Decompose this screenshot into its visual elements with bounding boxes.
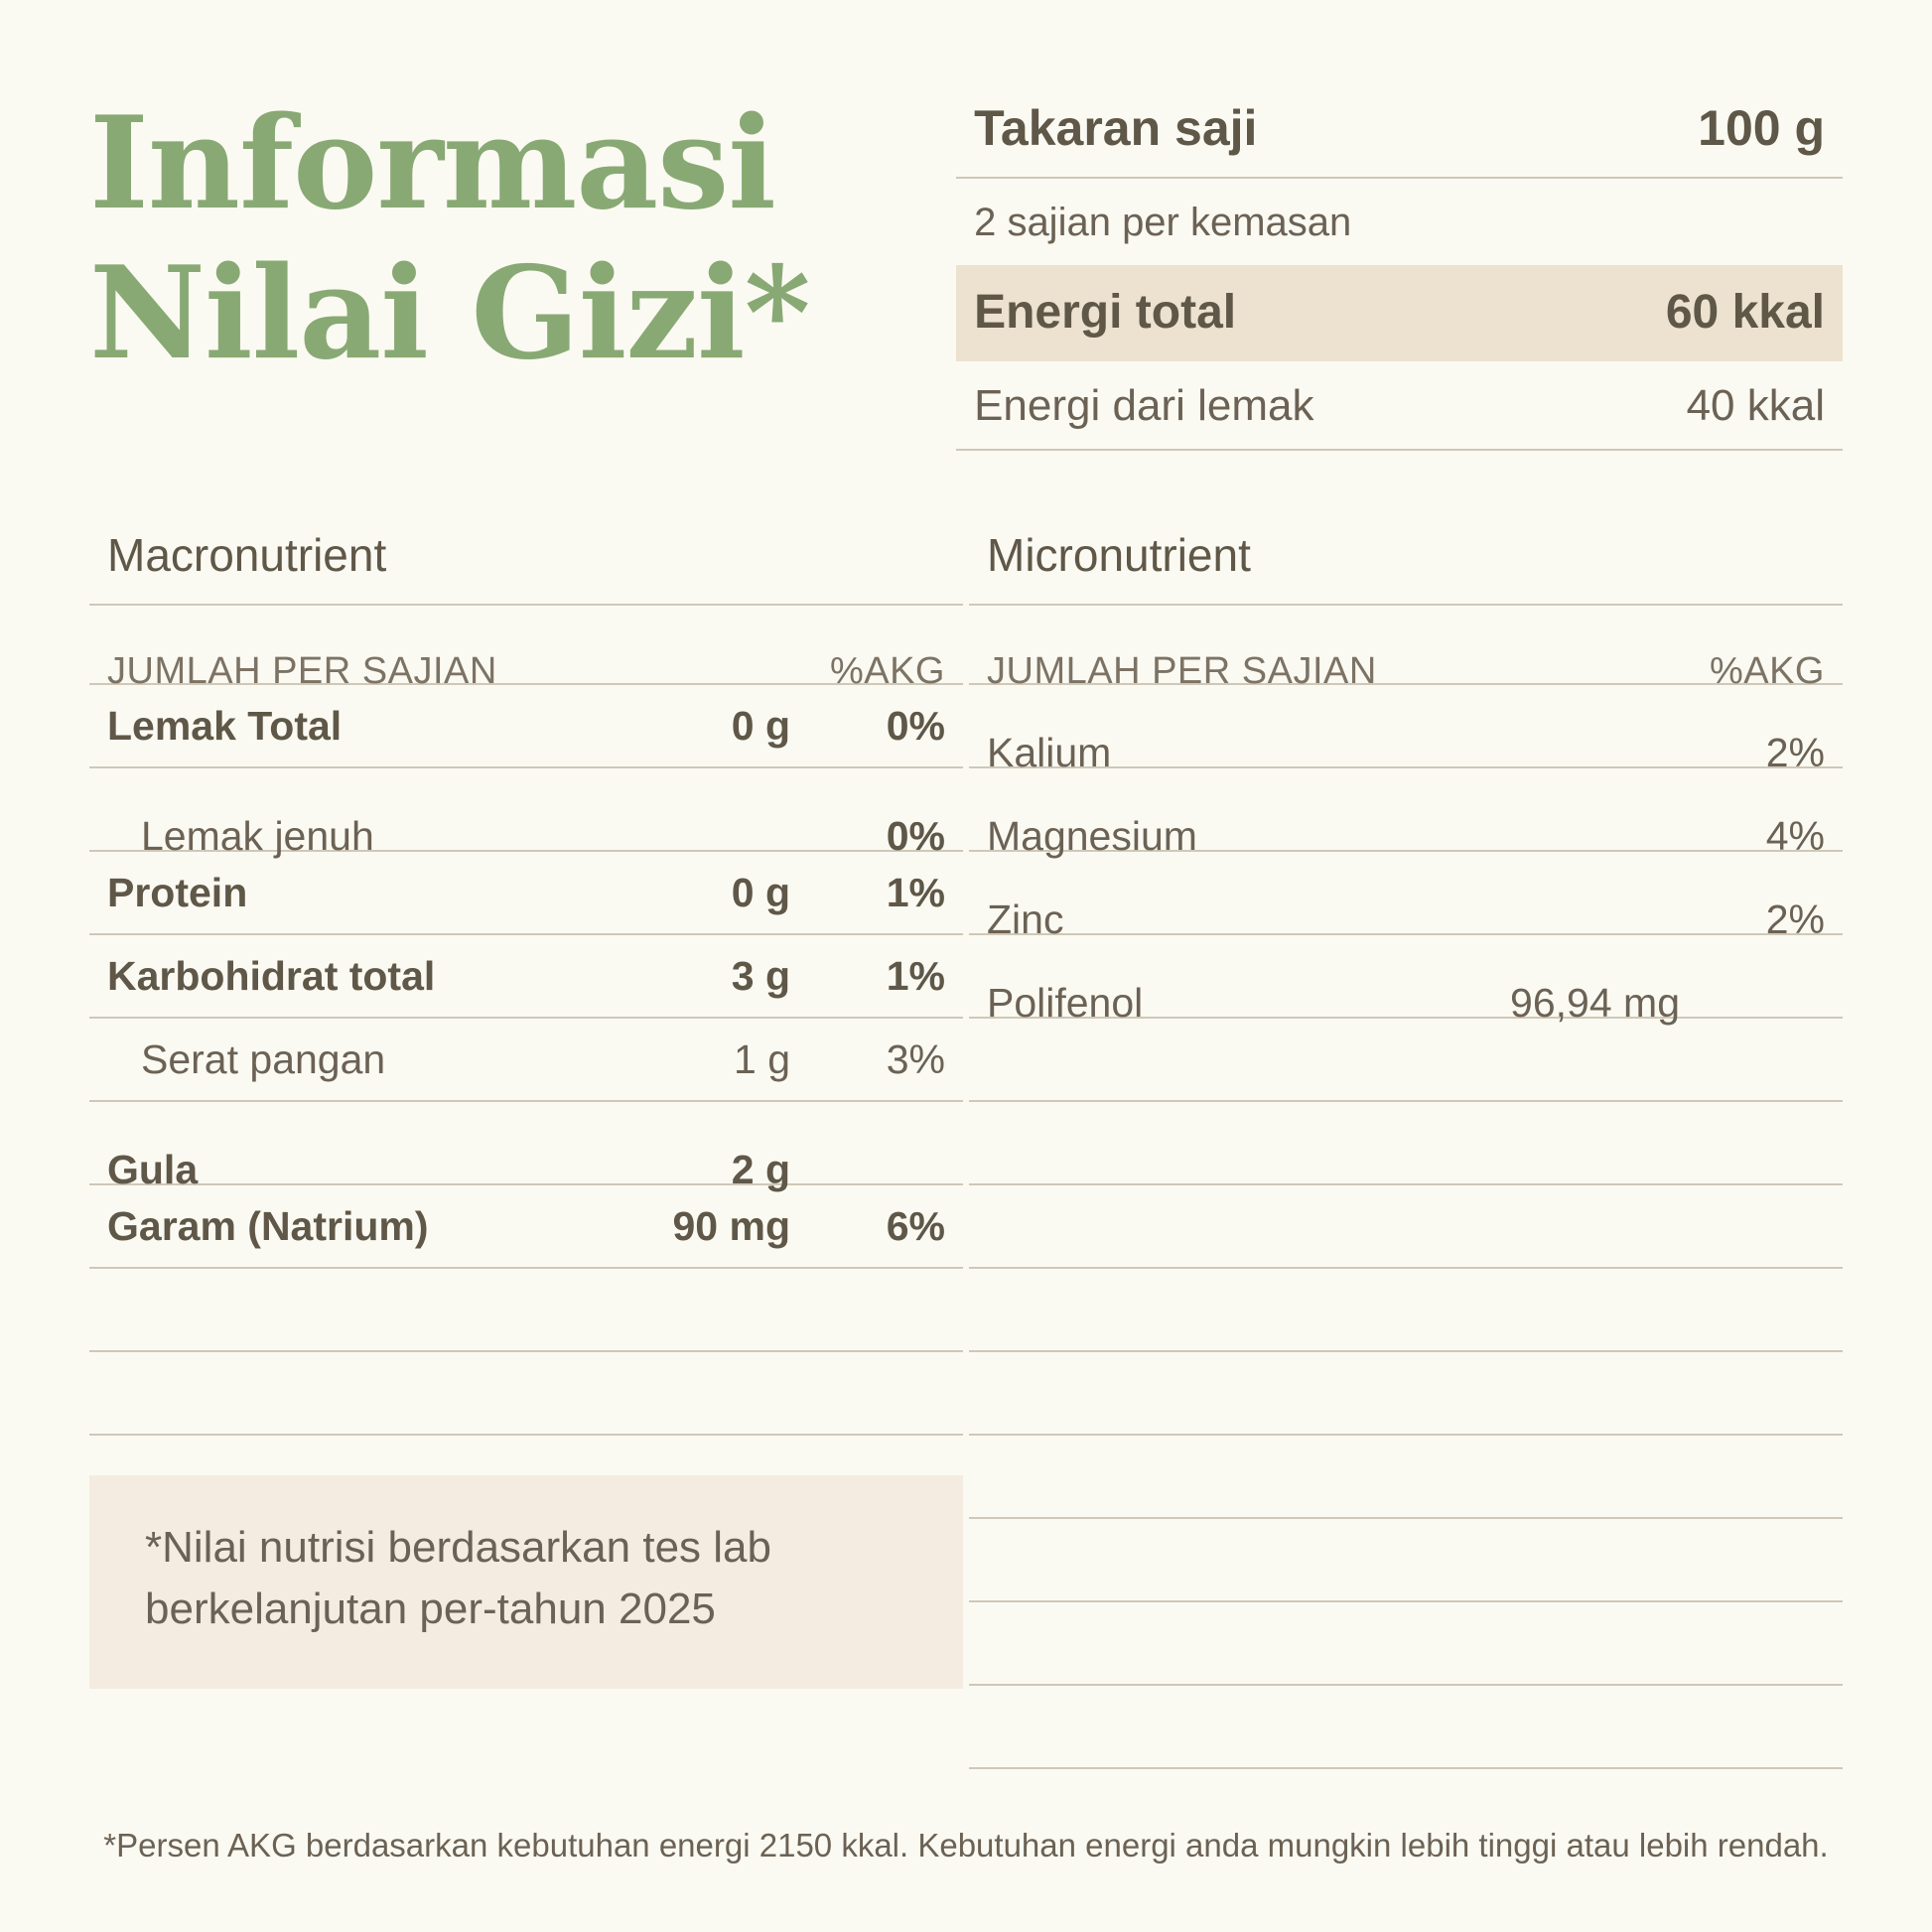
table-row — [969, 1436, 1843, 1519]
energy-from-fat-row — [956, 361, 1843, 451]
macronutrient-table — [89, 604, 963, 1436]
nutrient-amount: 3 g — [731, 952, 790, 999]
nutrient-amount — [1388, 1519, 1706, 1600]
nutrient-amount — [1388, 1269, 1706, 1350]
table-row — [969, 1185, 1843, 1269]
servings-per-package: 2 sajian per kemasan — [974, 201, 1352, 244]
nutrient-akg — [1706, 1519, 1825, 1600]
serving-size-value: 100 g — [1698, 100, 1825, 156]
nutrient-akg — [1706, 1185, 1825, 1267]
table-row — [969, 1602, 1843, 1686]
nutrient-name — [987, 1019, 1388, 1100]
energy-total-value: 60 kkal — [1665, 286, 1825, 339]
column-header-spacer — [1388, 606, 1706, 683]
title-line-1: Informasi — [89, 89, 775, 238]
nutrient-amount — [588, 1352, 816, 1434]
nutrient-amount — [1388, 1185, 1706, 1267]
nutrient-name — [987, 1102, 1388, 1183]
nutrient-amount: 1 g — [734, 1035, 790, 1082]
energy-total-label: Energi total — [974, 286, 1237, 339]
macronutrient-title: Macronutrient — [107, 529, 387, 581]
table-row — [89, 685, 963, 768]
column-header-akg: %AKG — [829, 650, 945, 692]
table-row — [89, 1185, 963, 1269]
table-row — [969, 1019, 1843, 1102]
nutrient-amount — [1388, 1352, 1706, 1434]
column-header-spacer — [588, 606, 816, 683]
nutrient-akg: 2% — [1765, 730, 1825, 775]
column-header-akg: %AKG — [1709, 650, 1825, 692]
footnote-line-1: *Nilai nutrisi berdasarkan tes lab — [145, 1523, 771, 1572]
nutrient-name: Protein — [107, 869, 248, 915]
nutrient-name: Karbohidrat total — [107, 952, 436, 999]
nutrient-akg: 6% — [886, 1202, 945, 1249]
header-area — [89, 79, 1843, 451]
serving-size-row — [956, 93, 1843, 179]
nutrient-amount — [1388, 852, 1706, 933]
nutrient-akg: 1% — [886, 869, 945, 915]
nutrient-amount: 90 mg — [672, 1202, 790, 1249]
nutrient-amount — [1388, 685, 1706, 766]
nutrient-akg: 0% — [886, 813, 945, 859]
nutrient-akg: 0% — [886, 702, 945, 749]
nutrient-name: Lemak Total — [107, 702, 343, 749]
akg-disclaimer: *Persen AKG berdasarkan kebutuhan energi 2150 kkal. Kebutuhan energi anda mungkin lebih tinggi atau lebih rendah. — [103, 1827, 1829, 1863]
nutrient-name — [987, 1352, 1388, 1434]
footnote-line-2: berkelanjutan per-tahun 2025 — [145, 1585, 716, 1634]
nutrient-akg: 4% — [1765, 813, 1825, 859]
nutrient-amount — [588, 768, 816, 850]
table-header-row — [89, 606, 963, 692]
nutrient-akg — [1706, 1686, 1825, 1767]
table-row — [969, 1102, 1843, 1185]
nutrient-amount — [1388, 1019, 1706, 1100]
nutrient-name — [987, 1602, 1388, 1684]
column-header-amount-per-serving: JUMLAH PER SAJIAN — [107, 650, 497, 692]
micronutrient-title: Micronutrient — [987, 529, 1251, 581]
nutrient-name — [987, 1269, 1388, 1350]
nutrient-akg: 3% — [886, 1035, 945, 1082]
nutrient-amount: 0 g — [731, 869, 790, 915]
nutrient-amount — [1388, 1686, 1706, 1767]
table-row — [89, 1269, 963, 1352]
energy-from-fat-value: 40 kkal — [1686, 381, 1825, 430]
nutrient-akg: 2% — [1765, 897, 1825, 942]
macronutrient-column — [89, 528, 963, 1769]
nutrient-akg — [1706, 1602, 1825, 1684]
serving-size-label: Takaran saji — [974, 100, 1258, 156]
nutrient-name: Garam (Natrium) — [107, 1202, 429, 1249]
nutrient-amount — [1388, 1436, 1706, 1517]
nutrient-akg — [816, 1102, 945, 1183]
table-row — [969, 1269, 1843, 1352]
nutrient-amount — [1388, 1602, 1706, 1684]
nutrient-name: Polifenol — [987, 980, 1144, 1026]
nutrient-name — [987, 1185, 1388, 1267]
nutrient-name: Zinc — [987, 897, 1064, 942]
nutrient-name: Magnesium — [987, 813, 1197, 859]
nutrient-amount: 2 g — [731, 1147, 790, 1192]
nutrient-name — [987, 1436, 1388, 1517]
nutrient-name — [987, 1686, 1388, 1767]
nutrient-amount — [1388, 768, 1706, 850]
nutrient-akg — [816, 1269, 945, 1350]
micronutrient-table — [969, 604, 1843, 1769]
nutrient-name: Kalium — [987, 730, 1112, 775]
nutrient-columns — [89, 528, 1843, 1769]
nutrient-akg: 1% — [886, 952, 945, 999]
nutrient-amount: 0 g — [731, 702, 790, 749]
table-row — [89, 1102, 963, 1192]
nutrient-name: Gula — [107, 1147, 199, 1192]
nutrient-akg — [1706, 1436, 1825, 1517]
nutrient-akg — [1706, 935, 1825, 1017]
nutrient-amount: 96,94 mg — [1510, 980, 1680, 1026]
nutrient-name — [987, 1519, 1388, 1600]
micronutrient-column — [969, 528, 1843, 1769]
table-row — [969, 1352, 1843, 1436]
nutrient-akg — [1706, 1019, 1825, 1100]
nutrient-name: Serat pangan — [141, 1035, 386, 1082]
energy-from-fat-label: Energi dari lemak — [974, 381, 1314, 430]
table-row — [969, 1686, 1843, 1769]
serving-summary — [956, 93, 1843, 451]
nutrient-amount — [1388, 1102, 1706, 1183]
nutrient-akg — [816, 1352, 945, 1434]
nutrient-akg — [1706, 1269, 1825, 1350]
energy-total-row — [956, 265, 1843, 361]
table-row — [89, 935, 963, 1019]
table-row — [89, 1019, 963, 1102]
column-header-amount-per-serving: JUMLAH PER SAJIAN — [987, 650, 1377, 692]
title-line-2: Nilai Gizi* — [89, 239, 810, 389]
nutrition-footnote-box — [89, 1475, 963, 1689]
table-row — [969, 1519, 1843, 1602]
nutrient-name: Lemak jenuh — [141, 813, 374, 859]
nutrient-name — [107, 1269, 588, 1350]
nutrient-amount — [588, 1269, 816, 1350]
nutrient-akg — [1706, 1102, 1825, 1183]
table-row — [89, 852, 963, 935]
nutrient-name — [107, 1352, 588, 1434]
table-row — [89, 768, 963, 859]
table-row — [89, 1352, 963, 1436]
page-title — [89, 79, 956, 389]
nutrient-akg — [1706, 1352, 1825, 1434]
table-header-row — [969, 606, 1843, 692]
